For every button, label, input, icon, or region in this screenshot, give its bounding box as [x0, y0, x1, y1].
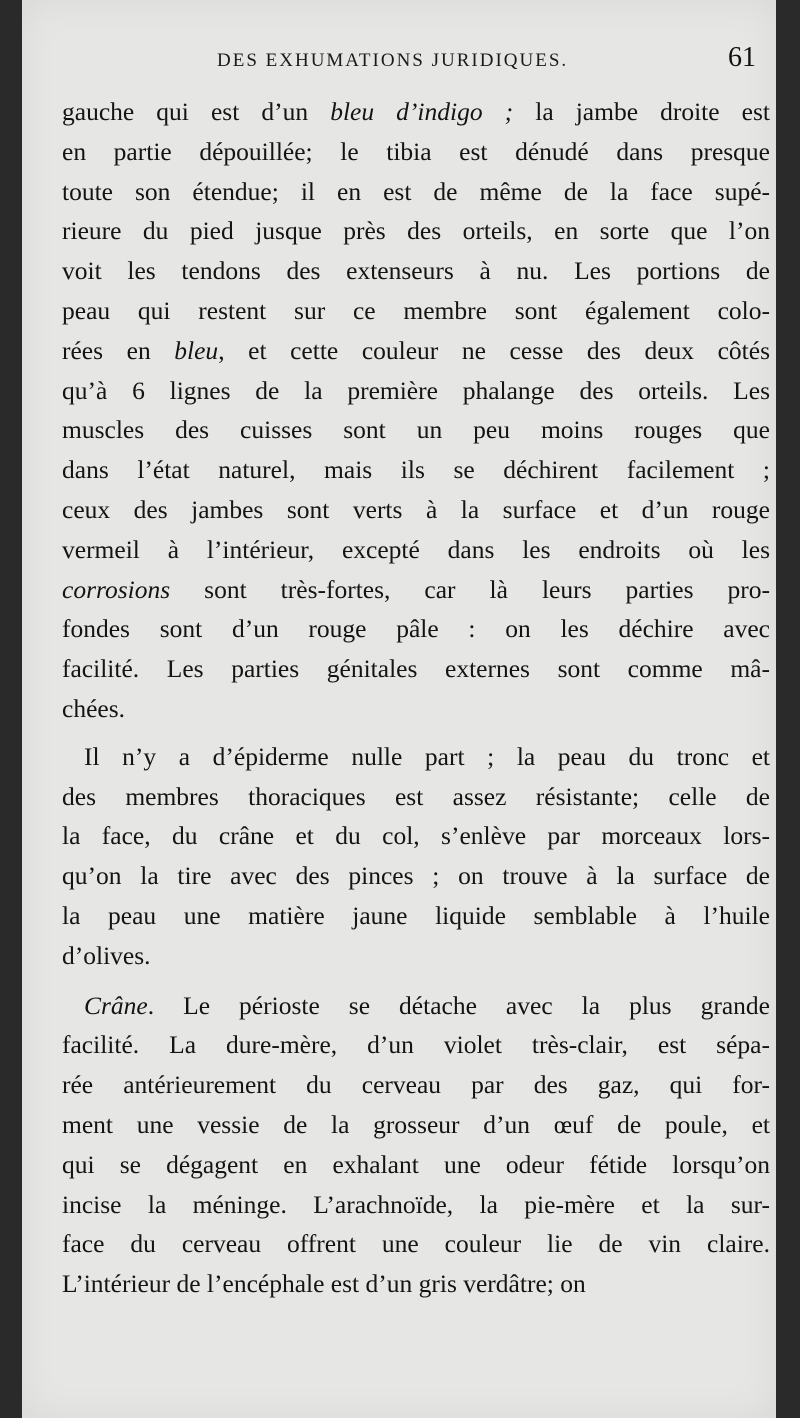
text-segment: qui se dégagent en exhalant une odeur fétide lorsqu’on — [62, 1149, 770, 1179]
body-text — [62, 92, 770, 1304]
text-line — [62, 1264, 770, 1304]
text-segment: gauche qui est d’un — [62, 97, 331, 126]
text-segment: facilité. Les parties génitales externes sont comme mâ- — [62, 654, 770, 684]
text-line — [62, 490, 770, 530]
text-line — [62, 1065, 770, 1105]
text-segment: . Le périoste se détache avec la plus grande — [147, 990, 770, 1020]
running-title: DES EXHUMATIONS JURIDIQUES. — [217, 50, 569, 71]
text-segment: Il n’y a d’épiderme nulle part ; la peau du tronc et — [84, 741, 770, 771]
text-segment: en partie dépouillée; le tibia est dénudé dans presque — [62, 136, 770, 166]
text-segment: ceux des jambes sont verts à la surface et d’un rouge — [62, 494, 770, 524]
text-segment: la jambe droite est — [513, 97, 770, 126]
book-page — [22, 0, 776, 1418]
page-number: 61 — [728, 42, 756, 73]
text-line — [62, 737, 770, 777]
text-line — [62, 1145, 770, 1185]
italic-text: Crâne — [84, 990, 148, 1020]
text-segment: qu’on la tire avec des pinces ; on trouve à la surface de — [62, 861, 770, 891]
text-segment: vermeil à l’intérieur, excepté dans les endroits où les — [62, 534, 770, 564]
text-segment: la peau une matière jaune liquide semblable à l’huile — [62, 900, 770, 930]
page-header — [22, 42, 776, 82]
text-line — [62, 331, 770, 371]
text-line — [62, 92, 770, 132]
text-segment: fondes sont d’un rouge pâle : on les déchire avec — [62, 614, 770, 644]
text-segment: dans l’état naturel, mais ils se déchirent facilement ; — [62, 455, 770, 485]
paragraph — [62, 737, 770, 976]
text-segment: toute son étendue; il en est de même de la face supé- — [62, 176, 770, 206]
italic-text: bleu d’indigo ; — [330, 97, 514, 126]
text-segment: rée antérieurement du cerveau par des gaz, qui for- — [62, 1070, 770, 1100]
text-segment: , et cette couleur ne cesse des deux côtés — [218, 335, 770, 365]
italic-text: corrosions — [62, 574, 171, 604]
text-line — [62, 1025, 770, 1065]
text-line — [62, 371, 770, 411]
text-line — [62, 1224, 770, 1264]
text-line — [62, 689, 770, 729]
paragraph — [62, 986, 770, 1304]
text-line — [62, 649, 770, 689]
italic-text: bleu — [174, 335, 219, 365]
text-line — [62, 211, 770, 251]
text-segment: qu’à 6 lignes de la première phalange des orteils. Les — [62, 375, 770, 405]
text-line — [62, 777, 770, 817]
text-segment: peau qui restent sur ce membre sont également colo- — [62, 295, 770, 325]
text-segment: face du cerveau offrent une couleur lie de vin claire. — [62, 1229, 770, 1259]
text-segment: facilité. La dure-mère, d’un violet très-clair, est sépa- — [62, 1030, 770, 1060]
text-segment: rieure du pied jusque près des orteils, en sorte que l’on — [62, 216, 770, 246]
text-segment: la face, du crâne et du col, s’enlève par morceaux lors- — [62, 821, 770, 851]
text-segment: voit les tendons des extenseurs à nu. Les portions de — [62, 256, 770, 286]
text-segment: des membres thoraciques est assez résistante; celle de — [62, 781, 770, 811]
text-line — [62, 1185, 770, 1225]
text-line — [62, 291, 770, 331]
paragraph — [62, 92, 770, 729]
text-segment: L’intérieur de l’encéphale est d’un gris verdâtre; on — [62, 1269, 586, 1299]
text-line — [62, 1105, 770, 1145]
text-segment: d’olives. — [62, 940, 151, 970]
text-line — [62, 936, 770, 976]
text-segment: rées en — [62, 335, 175, 365]
text-segment: chées. — [62, 693, 126, 723]
text-line — [62, 132, 770, 172]
text-line — [62, 450, 770, 490]
text-line — [62, 530, 770, 570]
text-line — [62, 609, 770, 649]
text-segment: incise la méninge. L’arachnoïde, la pie-mère et la sur- — [62, 1189, 770, 1219]
text-line — [62, 856, 770, 896]
text-line — [62, 570, 770, 610]
text-line — [62, 986, 770, 1026]
text-line — [62, 896, 770, 936]
text-segment: ment une vessie de la grosseur d’un œuf de poule, et — [62, 1109, 770, 1139]
text-line — [62, 251, 770, 291]
text-line — [62, 410, 770, 450]
text-line — [62, 816, 770, 856]
text-line — [62, 172, 770, 212]
text-segment: muscles des cuisses sont un peu moins rouges que — [62, 415, 770, 445]
text-segment: sont très-fortes, car là leurs parties pro- — [170, 574, 770, 604]
